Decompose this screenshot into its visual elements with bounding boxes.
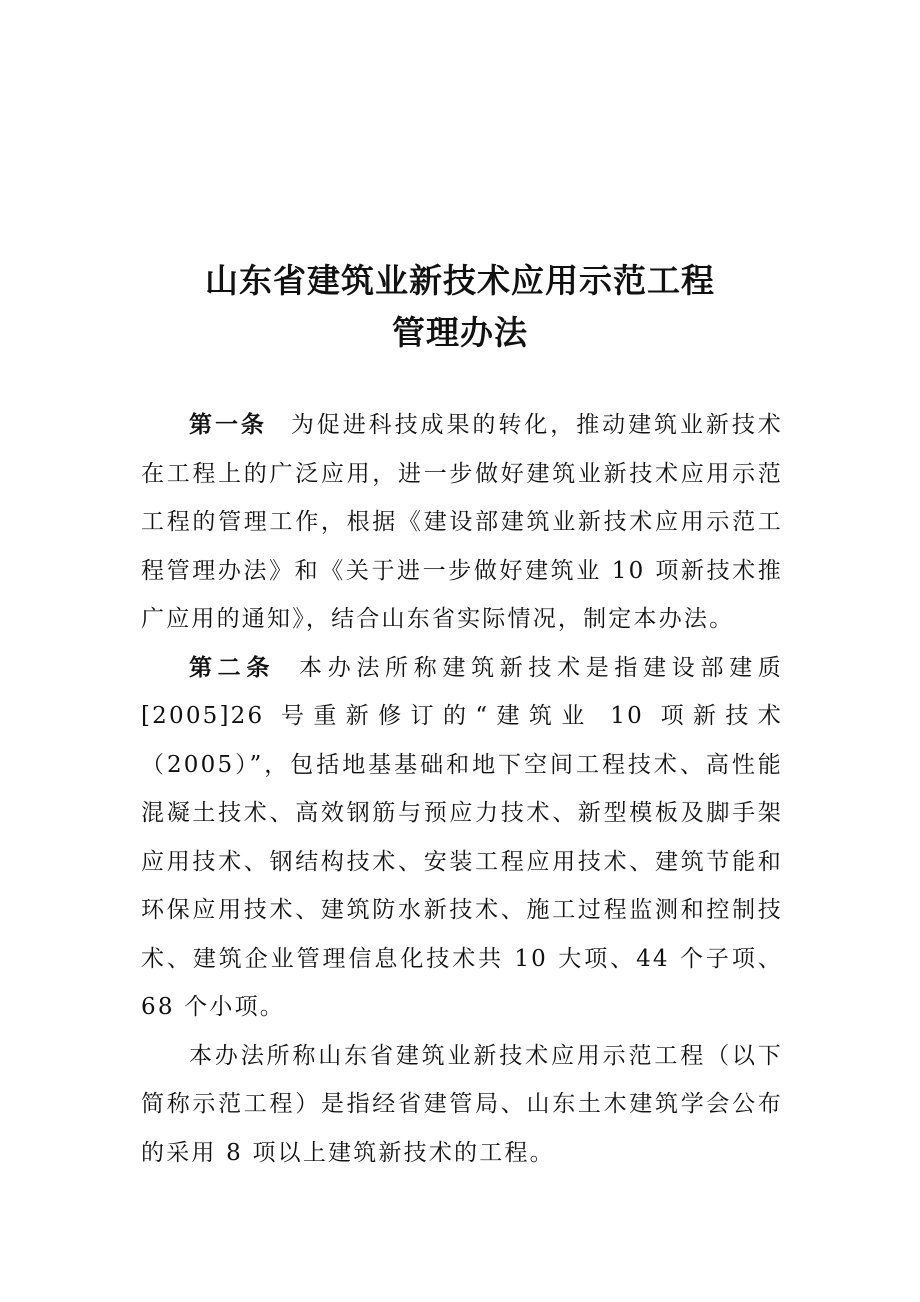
article-2-label: 第二条 (189, 654, 276, 681)
document-title (0, 255, 920, 359)
article-2-text: 本办法所称建筑新技术是指建设部建质[2005]26 号重新修订的“建筑业 10 项新技术（2005）”，包括地基基础和地下空间工程技术、高性能混凝土技术、高效钢筋与预应力技术、新型模板及脚手架应用技术、钢结构技术、安装工程应用技术、建筑节能和环保应用技术、建筑防水新技术、施工过程监测和控制技术、建筑企业管理信息化技术共 10 大项、44 个子项、68 个小项。 (141, 654, 783, 1020)
demo-project-definition-paragraph (141, 1032, 783, 1178)
article-2-paragraph (141, 644, 783, 1032)
demo-project-definition-text: 本办法所称山东省建筑业新技术应用示范工程（以下简称示范工程）是指经省建管局、山东土木建筑学会公布的采用 8 项以上建筑新技术的工程。 (141, 1042, 783, 1166)
article-1-text: 为促进科技成果的转化，推动建筑业新技术在工程上的广泛应用，进一步做好建筑业新技术应用示范工程的管理工作，根据《建设部建筑业新技术应用示范工程管理办法》和《关于进一步做好建筑业 10 项新技术推广应用的通知》，结合山东省实际情况，制定本办法。 (141, 412, 783, 632)
article-1-label: 第一条 (189, 412, 267, 438)
title-line-2: 管理办法 (392, 313, 528, 352)
article-1-paragraph (141, 401, 783, 644)
title-line-1: 山东省建筑业新技术应用示范工程 (205, 261, 715, 300)
document-body (141, 401, 783, 1177)
